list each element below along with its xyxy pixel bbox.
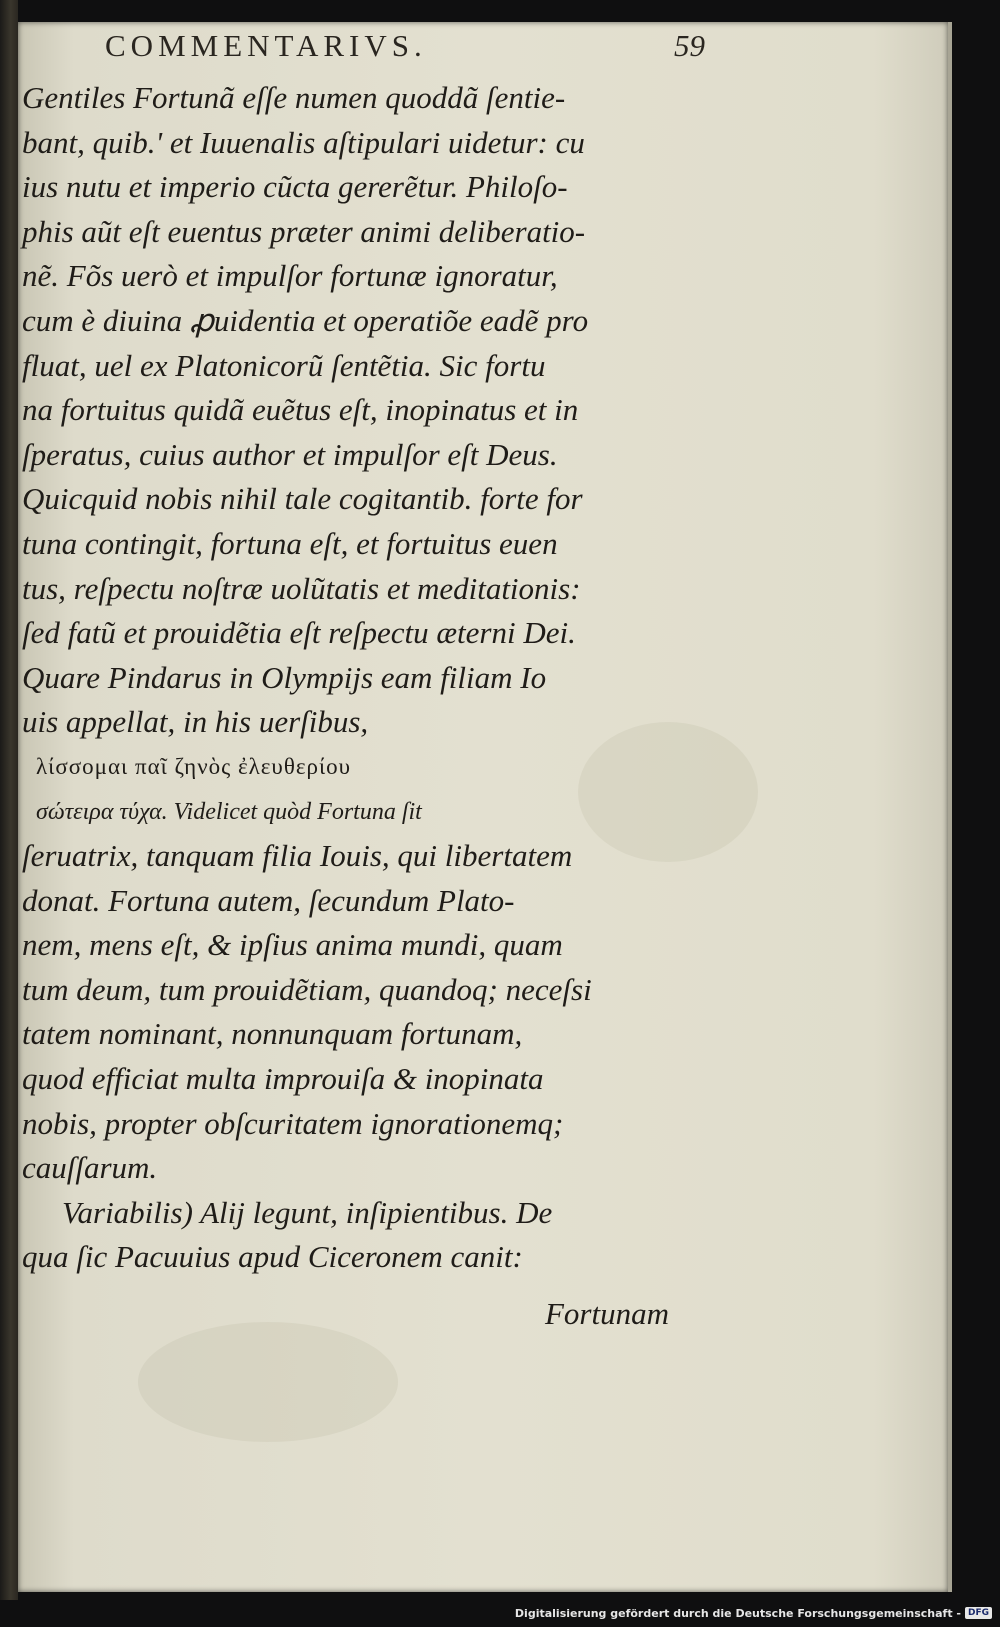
text-line: qua ſic Pacuuius apud Ciceronem canit: — [22, 1239, 523, 1275]
text-line: Quare Pindarus in Olympijs eam filiam Io — [22, 659, 547, 695]
text-line: uis appellat, in his uerſibus, — [22, 704, 369, 740]
greek-verse-line: λίσσομαι παῖ ζηνὸς ἐλευθερίου — [36, 753, 352, 779]
text-line: Gentiles Fortunã eſſe numen quoddã ſentie- — [22, 80, 566, 115]
text-line: tum deum, tum prouidẽtiam, quandoq; neceſsi — [22, 971, 592, 1007]
text-line: bant, quib.' et Iuuenalis aſtipulari uidetur: cu — [22, 124, 585, 160]
funding-credit: Digitalisierung gefördert durch die Deutsche Forschungsgemeinschaft - — [514, 1606, 961, 1620]
page-header — [105, 28, 705, 68]
text-line: nẽ. Fõs uerò et impulſor fortunæ ignoratur, — [22, 258, 558, 294]
text-line: nem, mens eſt, & ipſius anima mundi, quam — [22, 927, 563, 963]
text-line: fluat, uel ex Platonicorũ ſentẽtia. Sic fortu — [22, 347, 546, 383]
text-line: phis aũt eſt euentus præter animi deliberatio- — [22, 213, 586, 249]
text-line: ius nutu et imperio cũcta gererẽtur. Philoſo- — [22, 169, 568, 205]
text-line: ſperatus, cuius author et impulſor eſt Deus. — [22, 436, 558, 472]
text-line: na fortuitus quidã euẽtus eſt, inopinatus et in — [22, 392, 579, 428]
page-edge — [948, 22, 952, 1592]
text-line: nobis, propter obſcuritatem ignorationemq; — [22, 1105, 564, 1141]
greek-verse-line: σώτειρα τύχα. Videlicet quòd Fortuna ſit — [36, 798, 422, 825]
text-line: Variabilis) Alij legunt, inſipientibus. De — [62, 1194, 553, 1230]
book-spine — [0, 0, 18, 1600]
text-line: cum è diuina ꝓuidentia et operatiõe eadẽ pro — [22, 302, 589, 338]
text-line: quod efficiat multa improuiſa & inopinata — [22, 1061, 544, 1097]
text-line: cauſſarum. — [22, 1150, 158, 1186]
text-line: Quicquid nobis nihil tale cogitantib. forte for — [22, 481, 583, 517]
text-line: tuna contingit, fortuna eſt, et fortuitus euen — [22, 525, 558, 561]
running-title: COMMENTARIVS. — [105, 28, 427, 63]
digitization-footer — [515, 1604, 992, 1622]
text-line: ſed fatũ et prouidẽtia eſt reſpectu æterni Dei. — [22, 615, 576, 651]
body-text — [22, 76, 712, 1280]
dfg-logo-icon: DFG — [965, 1607, 992, 1619]
paper-stain — [138, 1322, 398, 1442]
catchword: Fortunam — [545, 1296, 669, 1331]
text-line: tatem nominant, nonnunquam fortunam, — [22, 1016, 523, 1052]
text-line: tus, reſpectu noſtræ uolũtatis et meditationis: — [22, 570, 581, 606]
text-line: ſeruatrix, tanquam filia Iouis, qui libertatem — [22, 838, 573, 874]
page-number: 59 — [674, 28, 705, 63]
text-line: donat. Fortuna autem, ſecundum Plato- — [22, 882, 515, 918]
